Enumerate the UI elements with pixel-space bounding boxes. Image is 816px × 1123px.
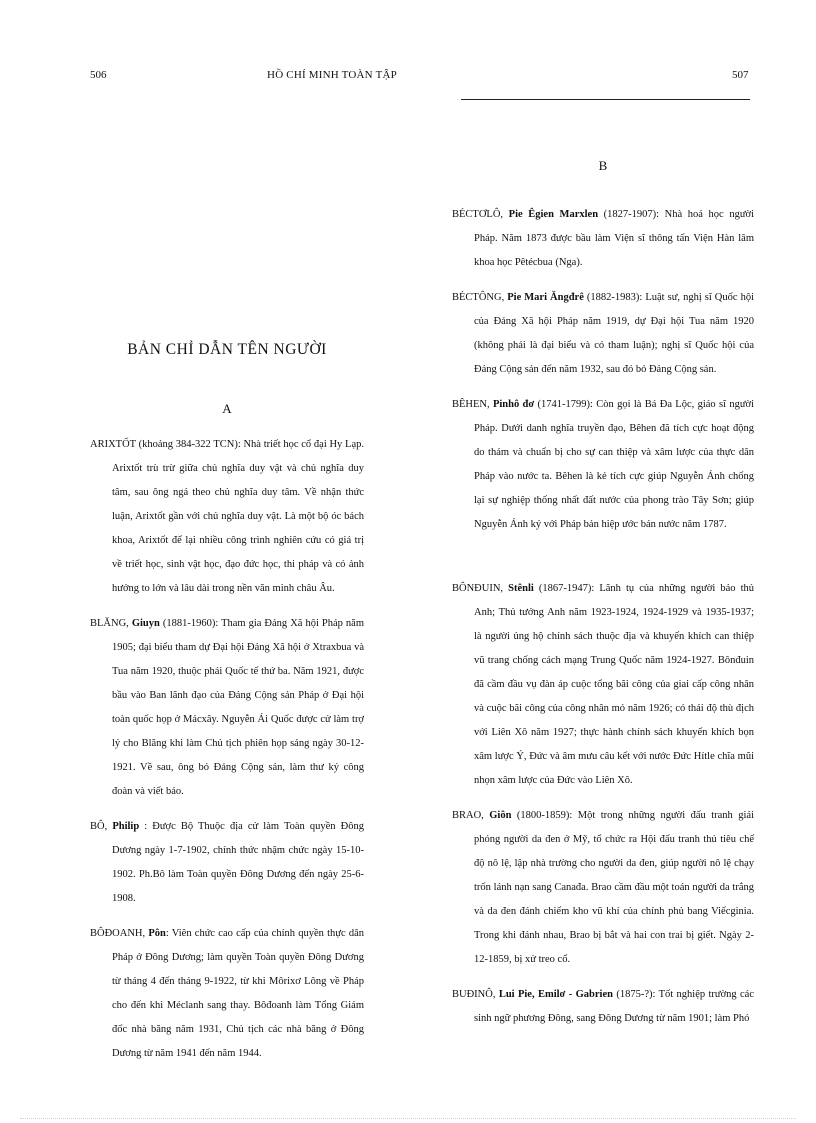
entry-given-name: Stênli: [503, 583, 534, 594]
entry-text: (1881-1960): Tham gia Đảng Xã hội Pháp năm 1905; đại biểu tham dự Đại hội Đảng Xã hội ở Xtraxbua và Tua năm 1920, thuộc phái Quốc tế thứ ba. Năm 1921, được bầu vào Ban lãnh đạo của Đảng Cộng sản Pháp ở Đại hội toàn quốc họp ở Mácxây. Nguyễn Ái Quốc được cử làm trợ lý cho Blăng khi làm Chủ tịch phiên họp sáng ngày 30-12-1921. Về sau, ông bỏ Đảng Cộng sản, làm thư ký công đoàn và viết báo.: [112, 618, 364, 797]
entry-bodoanh: [90, 922, 364, 1066]
entry-text: (1882-1983): Luật sư, nghị sĩ Quốc hội của Đảng Xã hội Pháp năm 1919, dự Đại hội Tua năm 1920 (không phải là đại biểu và có tham luận); nghị sĩ Quốc hội của Đảng Cộng sản đến năm 1932, sau đó bỏ Đảng Cộng sản.: [474, 292, 755, 375]
entry-given-name: Giôn: [483, 810, 512, 821]
entry-name: BÔNĐUIN,: [452, 583, 504, 594]
entry-arixtot: [90, 433, 364, 601]
entry-name: BÊHEN,: [452, 399, 490, 410]
entry-given-name: Lui Pie, Emilơ - Gabrien: [495, 989, 613, 1000]
entry-name: BÔ,: [90, 821, 108, 832]
left-column: [90, 433, 364, 1077]
entry-name: BÉCTƠLÔ,: [452, 209, 504, 220]
entry-text: (khoảng 384-322 TCN): Nhà triết học cổ đại Hy Lạp. Arixtốt trù trừ giữa chủ nghĩa duy vật và chủ nghĩa duy tâm, sau ông ngả theo chủ nghĩa duy tâm. Về nhận thức luận, Arixtốt gần với chủ nghĩa duy vật. Là một bộ óc bách khoa, Arixtốt để lại nhiều công trình nghiên cứu có giá trị về triết học, sinh vật học, đạo đức học, thi pháp và có ảnh hưởng to lớn và lâu dài trong nền văn minh châu Âu.: [112, 439, 364, 594]
entry-name: BÔĐOANH,: [90, 928, 146, 939]
entry-given-name: Philip: [107, 821, 140, 832]
left-page-number: 506: [90, 69, 107, 81]
entry-name: BÉCTÔNG,: [452, 292, 505, 303]
entry-budino: [452, 983, 754, 1031]
entry-given-name: Pie Êgien Marxlen: [503, 209, 599, 220]
entry-name: ARIXTỐT: [90, 439, 136, 450]
entry-blang: [90, 612, 364, 804]
right-column: [452, 203, 754, 1042]
header-rule: [461, 99, 750, 100]
entry-given-name: Pinhô đơ: [489, 399, 535, 410]
letter-heading-b: B: [598, 158, 608, 173]
entry-text: : Viên chức cao cấp của chính quyền thực dân Pháp ở Đông Dương; làm quyền Toàn quyền Đông Dương từ tháng 4 đến tháng 9-1922, từ khi Môrixơ Lông về Pháp cho đến khi Méclanh sang thay. Bôđoanh làm Tổng Giám đốc nhà băng năm 1931, Chủ tịch các nhà băng ở Đông Dương từ năm 1941 đến năm 1944.: [112, 928, 364, 1059]
section-title: BẢN CHỈ DẪN TÊN NGƯỜI: [127, 341, 327, 358]
entry-text: (1827-1907): Nhà hoá học người Pháp. Năm 1873 được bầu làm Viện sĩ thông tấn Viện Hàn lâm khoa học Pêtécbua (Nga).: [474, 209, 754, 268]
entry-bectong: [452, 286, 754, 382]
entry-text: (1741-1799): Còn gọi là Bá Đa Lộc, giáo sĩ người Pháp. Dưới danh nghĩa truyền đạo, Bêhen đã tích cực hoạt động do thám và chuẩn bị cho sự can thiệp và xâm lược của thực dân Pháp vào nước ta. Bêhen là kẻ tích cực giúp Nguyễn Ánh chống lại sự nghiệp thống nhất đất nước của phong trào Tây Sơn; giúp Nguyễn Ánh ký với Pháp bản hiệp ước bán nước năm 1787.: [474, 399, 754, 530]
entry-name: BUĐINÔ,: [452, 989, 496, 1000]
entry-bonduin: [452, 577, 754, 793]
entry-text: (1800-1859): Một trong những người đấu tranh giải phóng người da đen ở Mỹ, tổ chức ra Hội đấu tranh thủ tiêu chế độ nô lệ, lập nhà trường cho người da đen, giúp người nô lệ chạy trốn lánh nạn sang Canađa. Brao cầm đầu một toán người da trắng và da đen đánh chiếm kho vũ khí của chính phủ bang Viếcginia. Trong khi đánh nhau, Brao bị bắt và hai con trai bị giết. Ngày 2-12-1859, bị xử treo cổ.: [474, 810, 754, 965]
entry-given-name: Pôn: [145, 928, 166, 939]
bottom-dotted-rule: [20, 1118, 796, 1119]
entry-brao: [452, 804, 754, 972]
entry-given-name: Giuyn: [128, 618, 160, 629]
entry-text: (1875-?): Tốt nghiệp trường các sinh ngữ phương Đông, sang Đông Dương từ năm 1901; làm Phó: [474, 989, 754, 1024]
right-page-number: 507: [732, 69, 749, 81]
entry-bectolo: [452, 203, 754, 275]
running-header-title: HỒ CHÍ MINH TOÀN TẬP: [267, 69, 397, 81]
entry-name: BLĂNG,: [90, 618, 129, 629]
entry-given-name: Pie Mari Ăngđrê: [504, 292, 584, 303]
entry-bo: [90, 815, 364, 911]
entry-text: (1867-1947): Lãnh tụ của những người bảo thủ Anh; Thủ tướng Anh năm 1923-1924, 1924-1929 và 1935-1937; là người ủng hộ chính sách thuộc địa và khuyến khích can thiệp vũ trang chống cách mạng Trung Quốc năm 1924-1927. Bônđuin đã cầm đầu vụ đàn áp cuộc tổng bãi công của giai cấp công nhân và cuộc bãi công của công nhân mỏ năm 1926; có thái độ thù địch với Liên Xô năm 1927; thực hành chính sách khuyến khích bọn xâm lược Ý, Đức và âm mưu câu kết với nước Đức Hítle chĩa mũi nhọn xâm lược của Đức vào Liên Xô.: [474, 583, 755, 786]
entry-text: : Được Bộ Thuộc địa cử làm Toàn quyền Đông Dương ngày 1-7-1902, chính thức nhậm chức ngày 15-10-1902. Ph.Bô làm Toàn quyền Đông Dương đến ngày 25-6-1908.: [112, 821, 364, 904]
letter-heading-a: A: [222, 401, 232, 416]
entry-name: BRAO,: [452, 810, 484, 821]
entry-behen: [452, 393, 754, 537]
